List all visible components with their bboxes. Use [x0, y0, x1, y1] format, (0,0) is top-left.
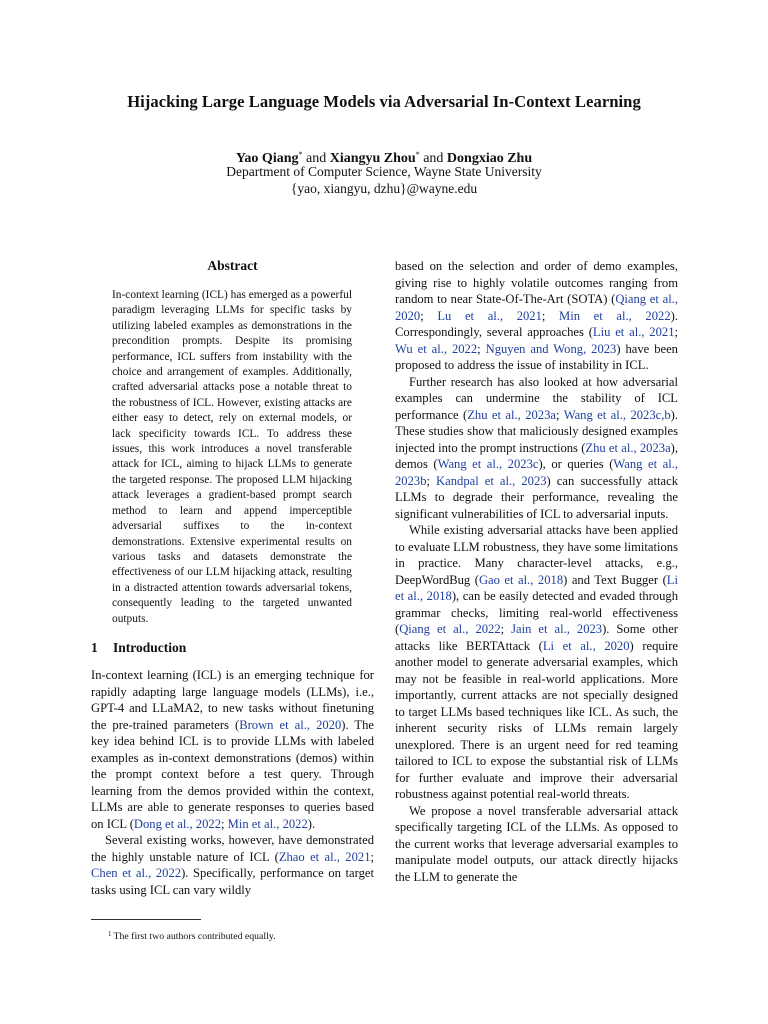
citation-link[interactable]: Wang et al., 2023c — [437, 457, 539, 471]
author-name: Xiangyu Zhou — [329, 151, 416, 166]
citation-link[interactable]: Gao et al., 2018 — [478, 572, 564, 587]
citation-link[interactable]: Liu et al., 2021 — [592, 325, 675, 339]
author-name: Dongxiao Zhu — [446, 151, 533, 166]
citation-link[interactable]: Min et al., 2022 — [227, 816, 308, 831]
citation-link[interactable]: Jain et al., 2023 — [511, 622, 603, 636]
citation-link[interactable]: Lu et al., 2021 — [437, 308, 542, 323]
paragraph-text: ). These studies show that maliciously designed examples injected into the prompt instructions ( — [395, 407, 679, 455]
paragraph-text: based on the selection and order of demo examples, giving rise to highly volatile outcomes ranging from random to near State-Of-The-Art (SOTA) ( — [395, 259, 678, 306]
paragraph — [395, 803, 678, 886]
footnote — [108, 928, 374, 943]
paragraph-text: Further research has also looked at how adversarial examples can undermine the stability of ICL performance ( — [395, 374, 678, 422]
section-number: 1 — [91, 640, 98, 655]
paragraph-text: ), can be easily detected and evaded through grammar checks, limiting real-world effectiveness ( — [395, 589, 678, 636]
paragraph — [395, 522, 678, 803]
paragraph-text: ) and Text Bugger ( — [563, 572, 667, 587]
paper-title: Hijacking Large Language Models via Adversarial In-Context Learning — [127, 92, 641, 111]
citation-link[interactable]: Zhao et al., 2021 — [278, 849, 371, 864]
intro-column — [91, 667, 374, 898]
paragraph-text: In-context learning (ICL) is an emerging technique for rapidly adapting large language models (LLMs), i.e., GPT-4 and LLaMA2, to new tasks without finetuning the pre-trained parameters ( — [91, 668, 374, 732]
citation-link[interactable]: Wang et al., 2023c,b — [563, 407, 671, 422]
paragraph — [91, 667, 374, 832]
citation-link[interactable]: Li et al., 2018 — [395, 572, 678, 603]
citation-link[interactable]: Wu et al., 2022 — [395, 341, 478, 356]
paragraph-text: ). Correspondingly, several approaches ( — [395, 308, 678, 339]
paragraph-text: ), or queries ( — [538, 457, 614, 471]
citation-link[interactable]: Kandpal et al., 2023 — [436, 473, 547, 488]
abstract-text: In-context learning (ICL) has emerged as a powerful paradigm leveraging LLMs for specific tasks by utilizing labeled examples as demonstrations in the precondition prompts. Despite its promising performance, ICL suffers from instability with the choice and arrangement of examples. Additionally, crafted adversarial attacks pose a notable threat to the robustness of ICL. However, existing attacks are either easy to detect, rely on external models, or lack specificity towards ICL. To address these issues, this work introduces a novel transferable attack for ICL, aiming to hijack LLMs to generate the targeted response. The proposed LLM hijacking attack leverages a gradient-based prompt search method to learn and append imperceptible adversarial suffixes to the in-context demonstrations. Extensive experimental results on various tasks and datasets demonstrate the effectiveness of our LLM hijacking attack, resulting in a distracted attention towards adversarial tokens, consequently leading to the targeted unwanted outputs. — [112, 289, 352, 625]
right-column — [395, 258, 678, 885]
footnote-text: The first two authors contributed equally. — [113, 931, 276, 942]
paragraph-text: ; — [674, 325, 678, 339]
author-separator: and — [306, 151, 327, 166]
affiliation: Department of Computer Science, Wayne State University — [226, 164, 542, 179]
citation-link[interactable]: Dong et al., 2022 — [133, 816, 221, 831]
citation-link[interactable]: Zhu et al., 2023a — [585, 440, 671, 455]
paragraph-text: ). The key idea behind ICL is to provide LLMs with labeled examples as in-context demonstrations (demos) within the prompt context before a test query. Through learning from the demos provided within the context, LLMs are able to generate responses to queries based on ICL ( — [91, 717, 375, 831]
paragraph-text: ), demos ( — [395, 440, 678, 471]
paragraph-text: ; — [426, 473, 437, 488]
paragraph — [91, 832, 374, 898]
footnote-mark: 1 — [108, 930, 112, 938]
paragraph-text: ; — [556, 407, 564, 422]
paragraph-text: ) require another model to generate adversarial examples, which may not be feasible in real-world applications. More importantly, current attacks are not specially designed to target LLMs based techniques like ICL. As such, the inherent security risks of LLMs remain largely unexplored. There is an urgent need for red teaming tailored to ICL to expose the substantial risk of LLMs for further evaluate and improve their adversarial robustness against potential real-world threats. — [395, 638, 678, 801]
author-separator: and — [423, 151, 444, 166]
footnote-rule — [91, 919, 201, 920]
author-name: Yao Qiang — [235, 151, 299, 166]
paragraph-text: ). Specifically, performance on target tasks using ICL can vary wildly — [91, 866, 374, 897]
citation-link[interactable]: Qiang et al., 2020 — [395, 292, 678, 323]
paragraph-text: Several existing works, however, have demonstrated the highly unstable nature of ICL ( — [91, 833, 374, 864]
paragraph — [395, 258, 678, 374]
paragraph-text: We propose a novel transferable adversarial attack specifically targeting ICL of the LLMs. As opposed to the current works that leverage adversarial examples to manipulate model outputs, our attack directly hijacks the LLM to generate the — [395, 803, 678, 884]
citation-link[interactable]: Li et al., 2020 — [542, 638, 630, 653]
paragraph-text: ; — [370, 849, 374, 864]
paragraph-text: ). — [307, 816, 316, 831]
paragraph-text: While existing adversarial attacks have been applied to evaluate LLM robustness, they have some limitations in practice. Many character-level attacks, e.g., DeepWordBug ( — [395, 523, 678, 587]
equal-contribution-mark: * — [298, 150, 303, 159]
citation-link[interactable]: Nguyen and Wong, 2023 — [485, 341, 617, 356]
citation-link[interactable]: Brown et al., 2020 — [239, 717, 342, 732]
paragraph-text: ) can successfully attack LLMs to degrade their performance, revealing the significant vulnerabilities of ICL to adversarial inputs. — [395, 473, 678, 521]
citation-link[interactable]: Min et al., 2022 — [559, 308, 671, 323]
equal-contribution-mark: * — [415, 150, 420, 159]
citation-link[interactable]: Zhu et al., 2023a — [467, 407, 556, 422]
paragraph — [395, 374, 678, 523]
citation-link[interactable]: Qiang et al., 2022 — [399, 622, 501, 636]
paragraph-text: ; — [420, 308, 438, 323]
paragraph-text: ; — [500, 622, 512, 636]
citation-link[interactable]: Wang et al., 2023b — [395, 457, 678, 488]
paragraph-text: ; — [477, 341, 486, 356]
abstract-heading: Abstract — [207, 258, 258, 273]
abstract-body — [112, 288, 352, 627]
paragraph-text: ). Some other attacks like BERTAttack ( — [395, 622, 678, 653]
section-heading — [91, 640, 374, 656]
citation-link[interactable]: Chen et al., 2022 — [91, 866, 182, 880]
paragraph-text: ; — [221, 816, 228, 831]
author-email: {yao, xiangyu, dzhu}@wayne.edu — [290, 181, 478, 196]
paragraph-text: ; — [541, 308, 560, 323]
paragraph-text: ) have been proposed to address the issue of instability in ICL. — [395, 341, 678, 372]
section-title: Introduction — [113, 640, 187, 655]
